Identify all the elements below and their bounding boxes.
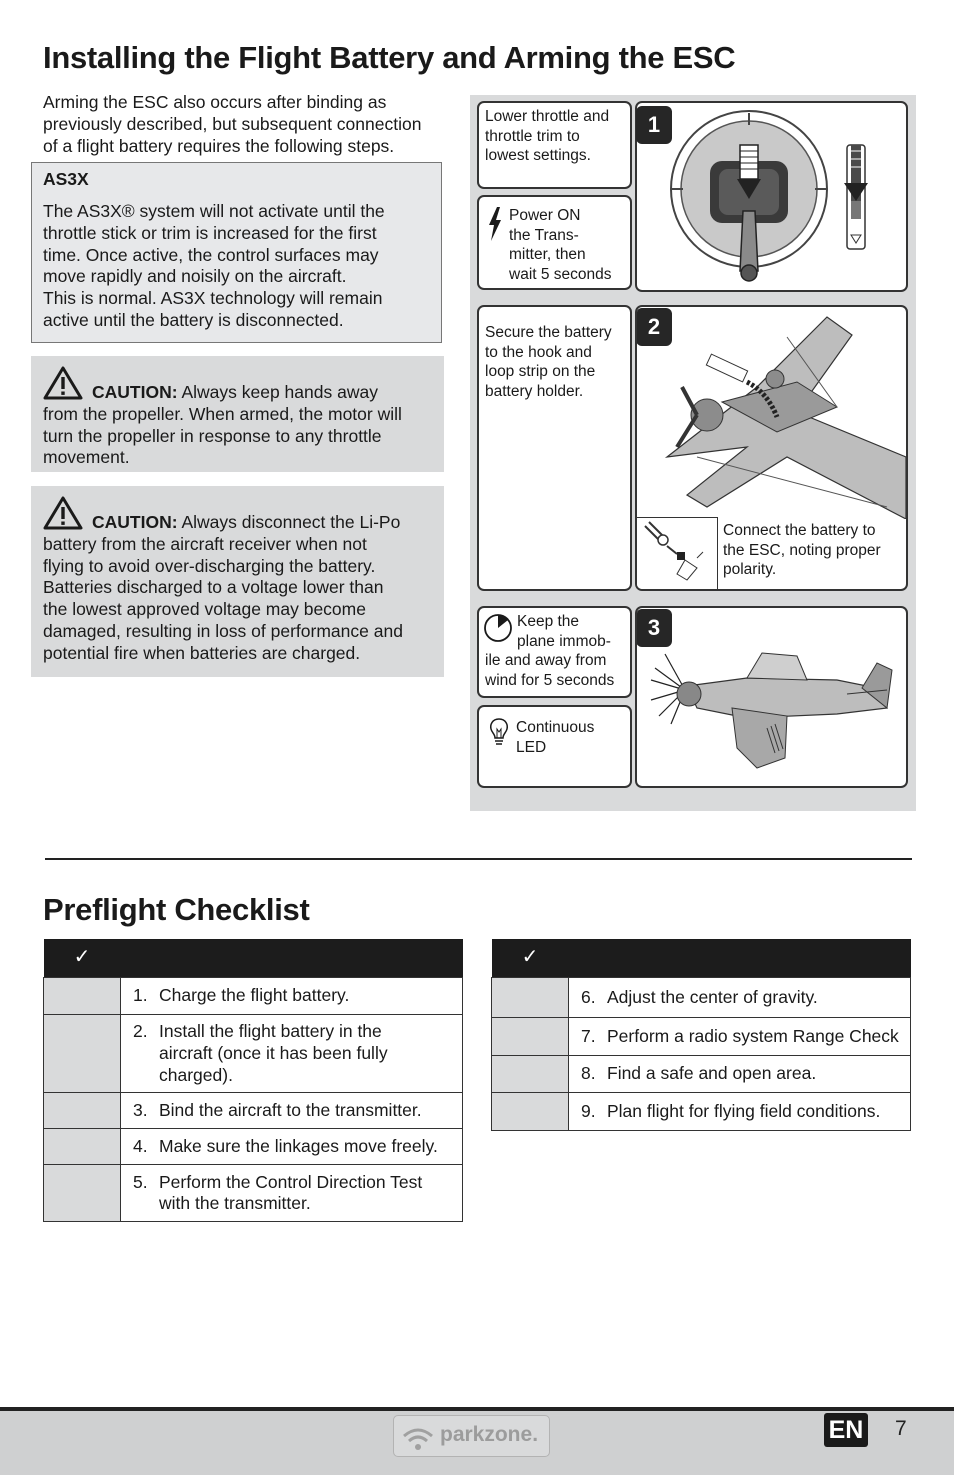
as3x-line: This is normal. AS3X technology will remain — [43, 288, 383, 309]
item-column-header — [569, 939, 911, 978]
step-text-line: polarity. — [723, 561, 777, 578]
step-text-line: throttle trim to — [485, 127, 580, 145]
item-text: Charge the flight battery. — [159, 985, 350, 1006]
item-text: with the transmitter. — [159, 1193, 311, 1214]
checklist-row — [492, 1056, 911, 1093]
brand-logo-text: parkzone. — [440, 1423, 539, 1446]
checklist-header-row — [44, 939, 463, 978]
checklist-header-row — [492, 939, 911, 978]
caution-line: from the propeller. When armed, the motor will — [43, 403, 402, 424]
step-text-line: Connect the battery to — [723, 522, 876, 539]
step-text-line: wind for 5 seconds — [485, 671, 615, 689]
checkmark-icon: ✓ — [521, 946, 539, 969]
as3x-heading: AS3X — [43, 169, 89, 189]
checkmark-icon: ✓ — [73, 946, 91, 969]
step-text-line: Power ON — [509, 207, 581, 224]
as3x-line: move rapidly and noisily on the aircraft. — [43, 266, 347, 287]
step-number-badge: 1 — [636, 106, 672, 144]
caution-line: Always keep hands away — [181, 382, 378, 402]
item-text: Perform a radio system Range Check — [607, 1025, 899, 1046]
page-number: 7 — [895, 1417, 907, 1440]
step-text-line: mitter, then — [509, 246, 586, 263]
checklist-item — [569, 978, 911, 1018]
checklist-item — [569, 1093, 911, 1131]
step1-illustration-card — [635, 101, 908, 292]
checklist-item — [569, 1018, 911, 1056]
connector-inset — [637, 517, 718, 590]
intro-line: previously described, but subsequent connection — [43, 113, 422, 134]
caution-line: damaged, resulting in loss of performance and — [43, 620, 403, 641]
warning-icon — [43, 366, 83, 400]
transmitter-stick-illustration — [637, 103, 906, 290]
item-text: Install the flight battery in the — [159, 1021, 382, 1041]
battery-section-title: Installing the Flight Battery and Arming the ESC — [43, 40, 736, 75]
step-text-line: the ESC, noting proper — [723, 541, 881, 559]
step-number-badge: 2 — [636, 308, 672, 346]
item-text: Plan flight for flying field conditions. — [607, 1100, 881, 1121]
step-text-line: plane immob- — [517, 632, 611, 650]
checklist-row — [44, 1015, 463, 1093]
battery-install-illustration — [637, 307, 906, 519]
caution-line: Always disconnect the Li-Po — [181, 512, 401, 532]
item-text: Adjust the center of gravity. — [607, 986, 818, 1007]
wifi-logo-icon — [400, 1422, 436, 1452]
checklist-row — [44, 978, 463, 1015]
section-divider — [45, 858, 912, 860]
check-box-cell[interactable] — [492, 1056, 569, 1093]
item-number: 2. — [133, 1021, 148, 1041]
step3-wait-card — [477, 606, 632, 698]
item-number: 3. — [133, 1099, 148, 1120]
caution-line: potential fire when batteries are charged. — [43, 642, 361, 663]
step3-led-card — [477, 705, 632, 788]
step-text-line: Secure the battery — [485, 324, 612, 341]
checklist-row — [492, 978, 911, 1018]
airplane-illustration — [637, 608, 906, 786]
item-text: Find a safe and open area. — [607, 1063, 817, 1084]
as3x-text — [43, 201, 438, 332]
intro-line: Arming the ESC also occurs after binding as — [43, 92, 387, 112]
step-text-line: Continuous — [516, 719, 595, 736]
step-text-line: to the hook and — [485, 343, 592, 361]
step-text-line: loop strip on the — [485, 363, 596, 380]
step2-instruction-card — [477, 305, 632, 591]
brand-logo — [393, 1415, 550, 1457]
checklist-item — [121, 1165, 463, 1222]
checklist-title: Preflight Checklist — [43, 892, 310, 927]
item-text: aircraft (once it has been fully — [159, 1042, 388, 1063]
intro-line: of a flight battery requires the following steps. — [43, 135, 395, 156]
step3-illustration-card — [635, 606, 908, 788]
checklist-row — [492, 1093, 911, 1131]
step-text-line: lowest settings. — [485, 147, 591, 164]
checklist-row — [44, 1129, 463, 1165]
checklist-row — [44, 1093, 463, 1129]
step-text-line: LED — [516, 738, 547, 756]
checklist-item — [121, 1093, 463, 1129]
checklist-row — [44, 1165, 463, 1222]
item-number: 5. — [133, 1171, 148, 1192]
caution-text — [43, 366, 432, 469]
checklist-item — [569, 1056, 911, 1093]
caution-label: CAUTION: — [92, 512, 178, 532]
item-number: 6. — [581, 986, 596, 1007]
lightbulb-icon — [488, 717, 510, 747]
check-box-cell[interactable] — [44, 1165, 121, 1222]
item-number: 1. — [133, 985, 148, 1006]
language-badge: EN — [824, 1413, 868, 1447]
as3x-line: active until the battery is disconnected. — [43, 309, 344, 330]
connect-battery-text — [723, 521, 903, 580]
step-number-badge: 3 — [636, 609, 672, 647]
step1-instruction-card — [477, 101, 632, 189]
as3x-line: throttle stick or trim is increased for the first — [43, 222, 377, 243]
item-column-header — [121, 939, 463, 978]
item-number: 4. — [133, 1135, 148, 1156]
step-text-line: Keep the — [517, 613, 580, 630]
clock-icon — [483, 613, 513, 643]
checklist-table-right — [491, 939, 911, 1131]
caution-line: the lowest approved voltage may become — [43, 599, 366, 620]
caution-text — [43, 496, 432, 665]
item-number: 7. — [581, 1025, 596, 1046]
check-box-cell[interactable] — [44, 1129, 121, 1165]
caution-label: CAUTION: — [92, 382, 178, 402]
checklist-item — [121, 1129, 463, 1165]
step1-power-card — [477, 195, 632, 290]
checklist-row — [492, 1018, 911, 1056]
caution-line: battery from the aircraft receiver when not — [43, 533, 367, 554]
item-text: charged). — [159, 1064, 233, 1085]
step-text-line: Lower throttle and — [485, 108, 610, 125]
caution-box-battery — [31, 486, 444, 677]
check-box-cell[interactable] — [492, 1018, 569, 1056]
check-box-cell[interactable] — [44, 978, 121, 1015]
check-box-cell[interactable] — [44, 1093, 121, 1129]
caution-line: flying to avoid over-discharging the battery. — [43, 555, 376, 576]
item-text: Bind the aircraft to the transmitter. — [159, 1099, 422, 1120]
checklist-item — [121, 1015, 463, 1093]
item-text: Perform the Control Direction Test — [159, 1171, 423, 1192]
intro-paragraph — [43, 92, 463, 157]
as3x-line: time. Once active, the control surfaces may — [43, 244, 379, 265]
caution-box-propeller — [31, 356, 444, 472]
check-box-cell[interactable] — [492, 1093, 569, 1131]
step-text-line: ile and away from — [485, 652, 607, 669]
checklist-item — [121, 978, 463, 1015]
check-box-cell[interactable] — [492, 978, 569, 1018]
checklist-table-left — [43, 939, 463, 1222]
item-text: Make sure the linkages move freely. — [159, 1135, 438, 1156]
caution-line: movement. — [43, 447, 130, 468]
as3x-line: The AS3X® system will not activate until the — [43, 201, 385, 221]
lightning-icon — [487, 207, 503, 241]
caution-line: Batteries discharged to a voltage lower than — [43, 577, 384, 598]
check-column-header — [44, 939, 121, 978]
connector-icon — [637, 518, 715, 588]
step2-illustration-card — [635, 305, 908, 591]
step-text-line: the Trans- — [509, 226, 579, 244]
warning-icon — [43, 496, 83, 530]
item-number: 9. — [581, 1100, 596, 1121]
check-box-cell[interactable] — [44, 1015, 121, 1093]
check-column-header — [492, 939, 569, 978]
step-text-line: battery holder. — [485, 382, 584, 400]
as3x-note-box — [31, 162, 442, 343]
item-number: 8. — [581, 1063, 596, 1084]
caution-line: turn the propeller in response to any throttle — [43, 425, 382, 446]
step-text-line: wait 5 seconds — [509, 265, 612, 283]
